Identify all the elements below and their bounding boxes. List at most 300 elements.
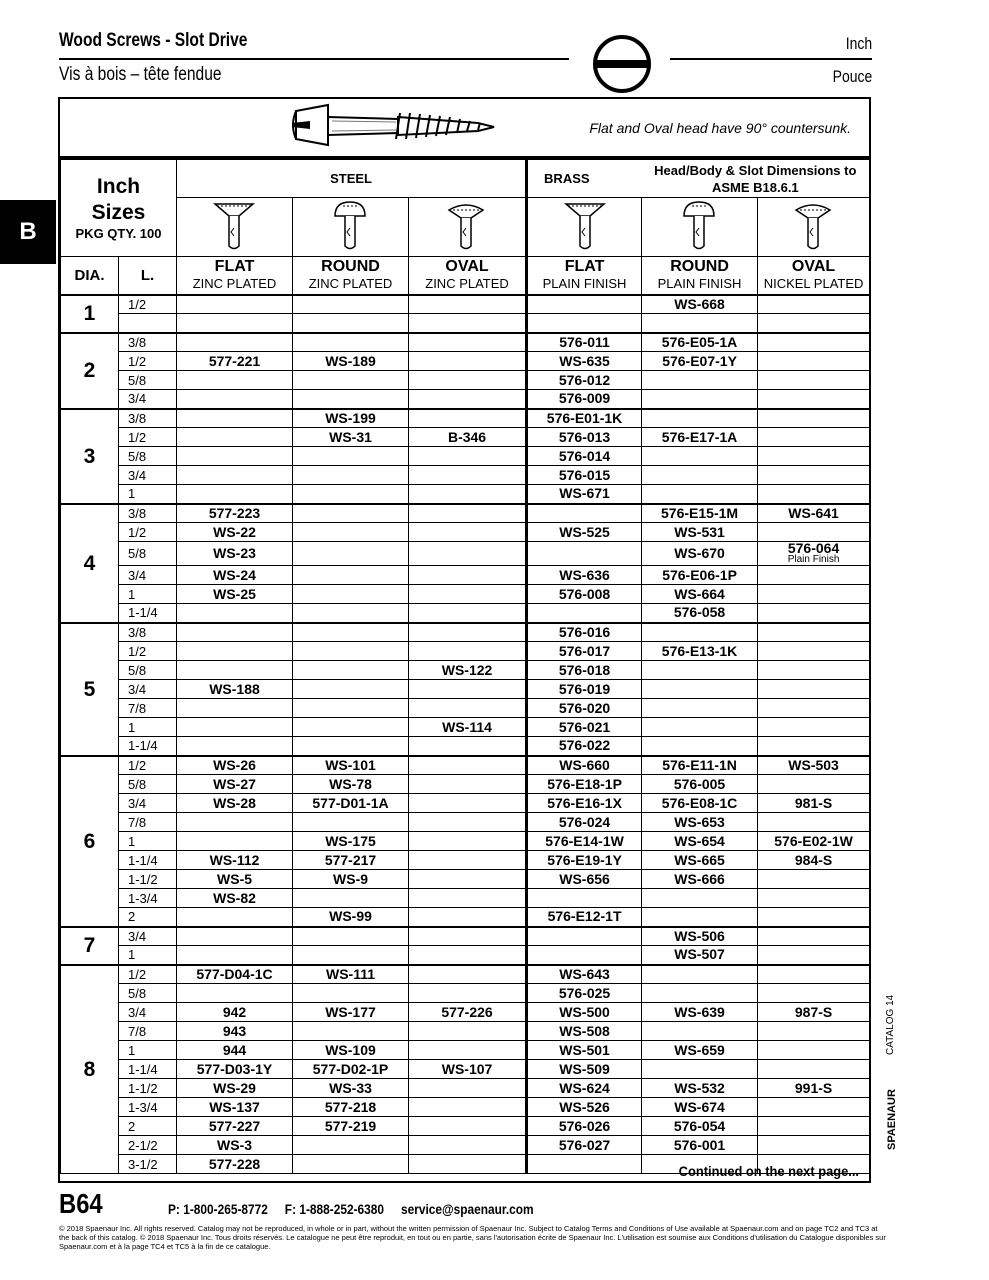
part-number-cell	[409, 756, 527, 775]
part-number-cell	[758, 946, 870, 965]
part-number-cell	[642, 485, 758, 504]
part-number-cell	[177, 661, 293, 680]
brand-label: SPAENAUR	[886, 1089, 898, 1150]
length-cell: 1/2	[119, 428, 177, 447]
part-number-cell	[642, 1136, 758, 1155]
part-number: WS-137	[209, 1098, 260, 1115]
part-number: WS-507	[674, 946, 725, 963]
part-number-cell	[527, 889, 642, 908]
countersink-note: Flat and Oval head have 90° countersunk.	[589, 120, 851, 136]
length-cell: 5/8	[119, 447, 177, 466]
part-number-cell	[642, 390, 758, 409]
table-row	[61, 851, 870, 870]
part-number-cell	[293, 1098, 409, 1117]
part-number-cell	[758, 485, 870, 504]
length-cell: 1	[119, 1041, 177, 1060]
flat-head-icon	[177, 198, 293, 257]
part-number-cell	[527, 851, 642, 870]
table-row	[61, 504, 870, 523]
part-number: 942	[222, 1003, 247, 1020]
part-number-cell	[642, 542, 758, 566]
table-row	[61, 642, 870, 661]
table-row	[61, 737, 870, 756]
part-number: 576-025	[558, 984, 611, 1001]
dia-cell: 3	[61, 409, 119, 504]
table-row	[61, 1117, 870, 1136]
part-number: 576-058	[673, 604, 726, 621]
part-number-cell	[409, 813, 527, 832]
part-number-cell	[293, 984, 409, 1003]
part-number-cell	[642, 333, 758, 352]
table-row	[61, 1136, 870, 1155]
part-number: 576-020	[558, 699, 611, 716]
part-number-cell	[293, 485, 409, 504]
part-number-cell	[409, 1136, 527, 1155]
length-cell: 7/8	[119, 1022, 177, 1041]
part-number-cell	[758, 756, 870, 775]
part-number-cell	[642, 642, 758, 661]
part-number: WS-636	[559, 566, 610, 583]
part-number-cell	[409, 447, 527, 466]
part-number-cell	[177, 466, 293, 485]
part-number-cell	[642, 314, 758, 333]
part-number-cell	[409, 984, 527, 1003]
part-number: 576-E15-1M	[661, 504, 739, 521]
part-number: WS-33	[329, 1079, 372, 1096]
table-row	[61, 813, 870, 832]
table-row	[61, 466, 870, 485]
table-row	[61, 566, 870, 585]
part-number: WS-500	[559, 1003, 610, 1020]
part-number-cell	[527, 699, 642, 718]
part-number-cell	[642, 927, 758, 946]
part-number-cell	[758, 1060, 870, 1079]
flat-head-icon	[527, 198, 642, 257]
part-number: WS-122	[441, 661, 493, 678]
part-number-cell	[293, 794, 409, 813]
part-number-cell	[527, 794, 642, 813]
part-number-cell	[177, 908, 293, 927]
part-number-cell	[758, 680, 870, 699]
part-number-cell	[527, 813, 642, 832]
part-number-cell	[177, 965, 293, 984]
part-number-cell	[527, 466, 642, 485]
title-rule	[59, 58, 569, 60]
part-number-cell	[527, 1041, 642, 1060]
part-number-cell	[409, 542, 527, 566]
part-number-cell	[293, 1117, 409, 1136]
part-number-cell	[177, 409, 293, 428]
part-number-cell	[758, 889, 870, 908]
part-number-cell	[177, 1079, 293, 1098]
oval-head-icon	[758, 198, 870, 257]
part-number-cell	[409, 1079, 527, 1098]
part-number-cell	[642, 1117, 758, 1136]
part-number-cell	[758, 504, 870, 523]
part-number-cell	[642, 409, 758, 428]
part-number-cell	[758, 447, 870, 466]
table-row	[61, 699, 870, 718]
part-number-cell	[758, 409, 870, 428]
part-number-cell	[642, 1022, 758, 1041]
part-number: WS-5	[217, 870, 253, 887]
part-number-cell	[758, 428, 870, 447]
col-type: ROUND	[670, 258, 729, 276]
contact-info	[168, 1201, 547, 1217]
brass-header: BRASS	[527, 160, 642, 198]
part-number: WS-664	[674, 585, 725, 602]
part-number-cell	[758, 333, 870, 352]
part-number-cell	[642, 1098, 758, 1117]
part-number-cell	[642, 813, 758, 832]
length-cell	[119, 314, 177, 333]
col-finish: ZINC PLATED	[192, 276, 277, 292]
part-number-cell	[642, 984, 758, 1003]
part-number-cell	[293, 447, 409, 466]
part-number: 577-223	[208, 504, 261, 521]
part-number-cell	[177, 1060, 293, 1079]
part-number: 576-008	[558, 585, 611, 602]
length-cell: 1-3/4	[119, 1098, 177, 1117]
part-number-cell	[177, 718, 293, 737]
part-number-cell	[293, 775, 409, 794]
part-number: 576-015	[558, 466, 611, 483]
part-number-cell	[527, 409, 642, 428]
part-number-cell	[409, 642, 527, 661]
part-number-cell	[409, 1155, 527, 1174]
part-number: WS-668	[674, 295, 725, 312]
part-number: WS-501	[559, 1041, 610, 1058]
part-number-cell	[293, 295, 409, 314]
part-number-cell	[177, 1117, 293, 1136]
length-header: L.	[119, 257, 177, 295]
part-number-cell	[293, 927, 409, 946]
inch-label: Inch	[96, 175, 141, 198]
part-number-cell	[177, 295, 293, 314]
part-number-cell	[409, 927, 527, 946]
part-number: 576-E16-1X	[547, 794, 622, 811]
col-finish: ZINC PLATED	[425, 276, 509, 292]
page-number: B64	[59, 1188, 103, 1219]
continued-note: Continued on the next page...	[678, 1163, 859, 1179]
part-number-cell	[409, 295, 527, 314]
part-number-cell	[758, 523, 870, 542]
part-number: 577-D01-1A	[312, 794, 389, 811]
part-number-cell	[177, 504, 293, 523]
part-number: WS-101	[325, 756, 376, 773]
page-title: Wood Screws - Slot Drive	[59, 30, 248, 51]
round-head-icon	[293, 198, 409, 257]
part-number-cell	[642, 566, 758, 585]
part-number-cell	[527, 946, 642, 965]
part-number-cell	[409, 623, 527, 642]
table-row	[61, 390, 870, 409]
part-number-cell	[642, 946, 758, 965]
part-number: WS-27	[213, 775, 256, 792]
part-number-cell	[642, 965, 758, 984]
part-number: 576-019	[558, 680, 611, 697]
part-number-cell	[527, 542, 642, 566]
part-number-cell	[177, 794, 293, 813]
part-number-cell	[527, 756, 642, 775]
part-number: 576-017	[558, 642, 611, 659]
part-number: 577-217	[324, 851, 377, 868]
length-cell: 1	[119, 485, 177, 504]
part-number: WS-31	[329, 428, 372, 445]
part-number-cell	[758, 718, 870, 737]
length-cell: 2	[119, 908, 177, 927]
part-number-cell	[642, 756, 758, 775]
part-number-cell	[527, 718, 642, 737]
length-cell: 2	[119, 1117, 177, 1136]
part-number-cell	[409, 566, 527, 585]
part-number: 576-022	[558, 737, 611, 754]
dia-cell: 1	[61, 295, 119, 333]
part-number-cell	[409, 428, 527, 447]
dia-cell: 2	[61, 333, 119, 409]
length-cell: 3/4	[119, 680, 177, 699]
part-number-cell	[409, 870, 527, 889]
part-number-cell	[758, 851, 870, 870]
dia-cell: 8	[61, 965, 119, 1174]
part-number: WS-3	[217, 1136, 253, 1153]
part-number: 576-054	[673, 1117, 726, 1134]
dia-cell: 6	[61, 756, 119, 927]
part-number-cell	[293, 870, 409, 889]
part-number: 576-E05-1A	[661, 333, 738, 350]
part-number-cell	[293, 1041, 409, 1060]
banner	[60, 99, 869, 159]
part-number-cell	[409, 908, 527, 927]
part-number-cell	[409, 523, 527, 542]
part-number-cell	[758, 566, 870, 585]
length-cell: 2-1/2	[119, 1136, 177, 1155]
part-number-cell	[642, 1041, 758, 1060]
part-number: WS-82	[213, 889, 256, 906]
part-number-cell	[527, 1136, 642, 1155]
dia-cell: 4	[61, 504, 119, 623]
part-number-cell	[409, 371, 527, 390]
part-number-cell	[409, 390, 527, 409]
part-number: 576-064	[787, 540, 840, 556]
part-number: 577-D04-1C	[196, 965, 273, 982]
part-number-cell	[758, 984, 870, 1003]
part-number-cell	[293, 1060, 409, 1079]
table-row	[61, 314, 870, 333]
part-number-cell	[642, 699, 758, 718]
part-number: WS-109	[325, 1041, 376, 1058]
part-number-cell	[642, 523, 758, 542]
part-number-cell	[293, 1003, 409, 1022]
part-number-cell	[409, 737, 527, 756]
part-number-cell	[527, 352, 642, 371]
part-number: 576-013	[558, 428, 611, 445]
length-cell: 1	[119, 585, 177, 604]
part-number-cell	[293, 623, 409, 642]
part-number-cell	[177, 1003, 293, 1022]
part-number: WS-189	[325, 352, 376, 369]
part-number: 577-227	[208, 1117, 261, 1134]
part-number-cell	[642, 851, 758, 870]
part-number-cell	[409, 1060, 527, 1079]
part-number-cell	[527, 642, 642, 661]
part-number: WS-532	[674, 1079, 725, 1096]
part-number-cell	[293, 352, 409, 371]
part-number-cell	[177, 889, 293, 908]
part-number: WS-660	[559, 756, 610, 773]
part-number: WS-114	[442, 718, 492, 735]
part-number: 944	[222, 1041, 247, 1058]
table-row	[61, 680, 870, 699]
part-number-cell	[177, 542, 293, 566]
part-number-cell	[409, 409, 527, 428]
part-number-cell	[293, 965, 409, 984]
length-cell: 1-1/4	[119, 1060, 177, 1079]
part-number-cell	[177, 428, 293, 447]
col-header	[293, 257, 409, 295]
part-number-cell	[293, 851, 409, 870]
part-number-cell	[177, 314, 293, 333]
table-row	[61, 409, 870, 428]
pkg-qty-label: PKG QTY. 100	[75, 226, 162, 241]
part-number: WS-111	[326, 965, 376, 982]
part-number-cell	[527, 1022, 642, 1041]
table-row	[61, 1098, 870, 1117]
dia-cell: 5	[61, 623, 119, 756]
part-number-cell	[758, 585, 870, 604]
part-number-cell	[177, 447, 293, 466]
part-number: 576-E14-1W	[545, 832, 624, 849]
part-number-cell	[642, 585, 758, 604]
part-number: 987-S	[794, 1003, 833, 1020]
length-cell: 5/8	[119, 661, 177, 680]
col-type: ROUND	[321, 258, 380, 276]
part-number-cell	[293, 466, 409, 485]
table-row	[61, 371, 870, 390]
part-number-cell	[758, 1098, 870, 1117]
part-number-cell	[293, 642, 409, 661]
part-number-cell	[409, 585, 527, 604]
part-number-cell	[409, 352, 527, 371]
part-number-cell	[758, 870, 870, 889]
part-number: 577-D03-1Y	[196, 1060, 273, 1077]
part-number-cell	[642, 1079, 758, 1098]
part-number-cell	[758, 794, 870, 813]
part-number-cell	[177, 870, 293, 889]
table-row	[61, 428, 870, 447]
part-number-cell	[409, 889, 527, 908]
part-number-cell	[409, 333, 527, 352]
part-number: WS-26	[213, 756, 256, 773]
part-number: WS-671	[559, 485, 610, 502]
part-number-cell	[293, 409, 409, 428]
dia-header: DIA.	[61, 257, 119, 295]
part-number-cell	[527, 1098, 642, 1117]
part-number-cell	[409, 1022, 527, 1041]
part-number-cell	[293, 718, 409, 737]
part-number-cell	[177, 927, 293, 946]
part-number-cell	[758, 965, 870, 984]
part-number-cell	[527, 984, 642, 1003]
part-number-cell	[758, 1079, 870, 1098]
part-number-cell	[527, 585, 642, 604]
part-number-cell	[758, 1117, 870, 1136]
part-number-cell	[409, 661, 527, 680]
table-body	[61, 295, 870, 1174]
part-number-cell	[293, 1022, 409, 1041]
part-number: WS-175	[325, 832, 376, 849]
part-number-cell	[177, 604, 293, 623]
part-number-cell	[293, 908, 409, 927]
part-number-cell	[527, 523, 642, 542]
part-number-cell	[409, 794, 527, 813]
part-number: 576-E07-1Y	[662, 352, 737, 369]
col-type: OVAL	[791, 258, 836, 276]
part-number-cell	[527, 1079, 642, 1098]
table-row	[61, 542, 870, 566]
fax: F: 1-888-252-6380	[284, 1201, 385, 1217]
part-number: 576-011	[559, 333, 610, 350]
part-number-cell	[409, 504, 527, 523]
part-number: WS-22	[213, 523, 256, 540]
part-number-cell	[177, 333, 293, 352]
part-number-cell	[527, 485, 642, 504]
part-number-cell	[758, 1136, 870, 1155]
part-number-cell	[527, 295, 642, 314]
table-row	[61, 623, 870, 642]
part-number: WS-653	[674, 813, 725, 830]
part-number: 576-005	[673, 775, 726, 792]
part-number-cell	[293, 333, 409, 352]
length-cell: 1/2	[119, 965, 177, 984]
part-number: WS-177	[325, 1003, 376, 1020]
part-number: WS-531	[674, 523, 725, 540]
part-number: 576-E01-1K	[546, 409, 623, 426]
slot-drive-icon	[592, 34, 652, 94]
part-number-cell	[409, 466, 527, 485]
part-number: WS-25	[213, 585, 256, 602]
table-row	[61, 1003, 870, 1022]
product-table-frame	[58, 97, 871, 1183]
part-number-cell	[758, 832, 870, 851]
col-header	[527, 257, 642, 295]
part-number-cell	[409, 1098, 527, 1117]
part-number-cell	[409, 946, 527, 965]
part-number-cell	[293, 523, 409, 542]
part-number: 576-016	[558, 623, 611, 640]
col-finish: NICKEL PLATED	[763, 276, 864, 292]
phone: P: 1-800-265-8772	[168, 1201, 268, 1217]
part-number-cell	[642, 718, 758, 737]
col-finish: ZINC PLATED	[308, 276, 393, 292]
unit-rule	[670, 58, 872, 60]
part-number-cell	[642, 466, 758, 485]
part-number-cell	[527, 566, 642, 585]
part-number-cell	[642, 504, 758, 523]
part-number-cell	[642, 447, 758, 466]
part-number-cell	[409, 485, 527, 504]
part-number-cell	[758, 352, 870, 371]
length-cell: 3/4	[119, 794, 177, 813]
length-cell: 3/8	[119, 504, 177, 523]
part-number-cell	[527, 428, 642, 447]
length-cell: 1-3/4	[119, 889, 177, 908]
table-row	[61, 927, 870, 946]
col-type: OVAL	[445, 258, 489, 276]
part-number-cell	[177, 566, 293, 585]
part-number-cell	[177, 1022, 293, 1041]
part-number-cell	[177, 371, 293, 390]
